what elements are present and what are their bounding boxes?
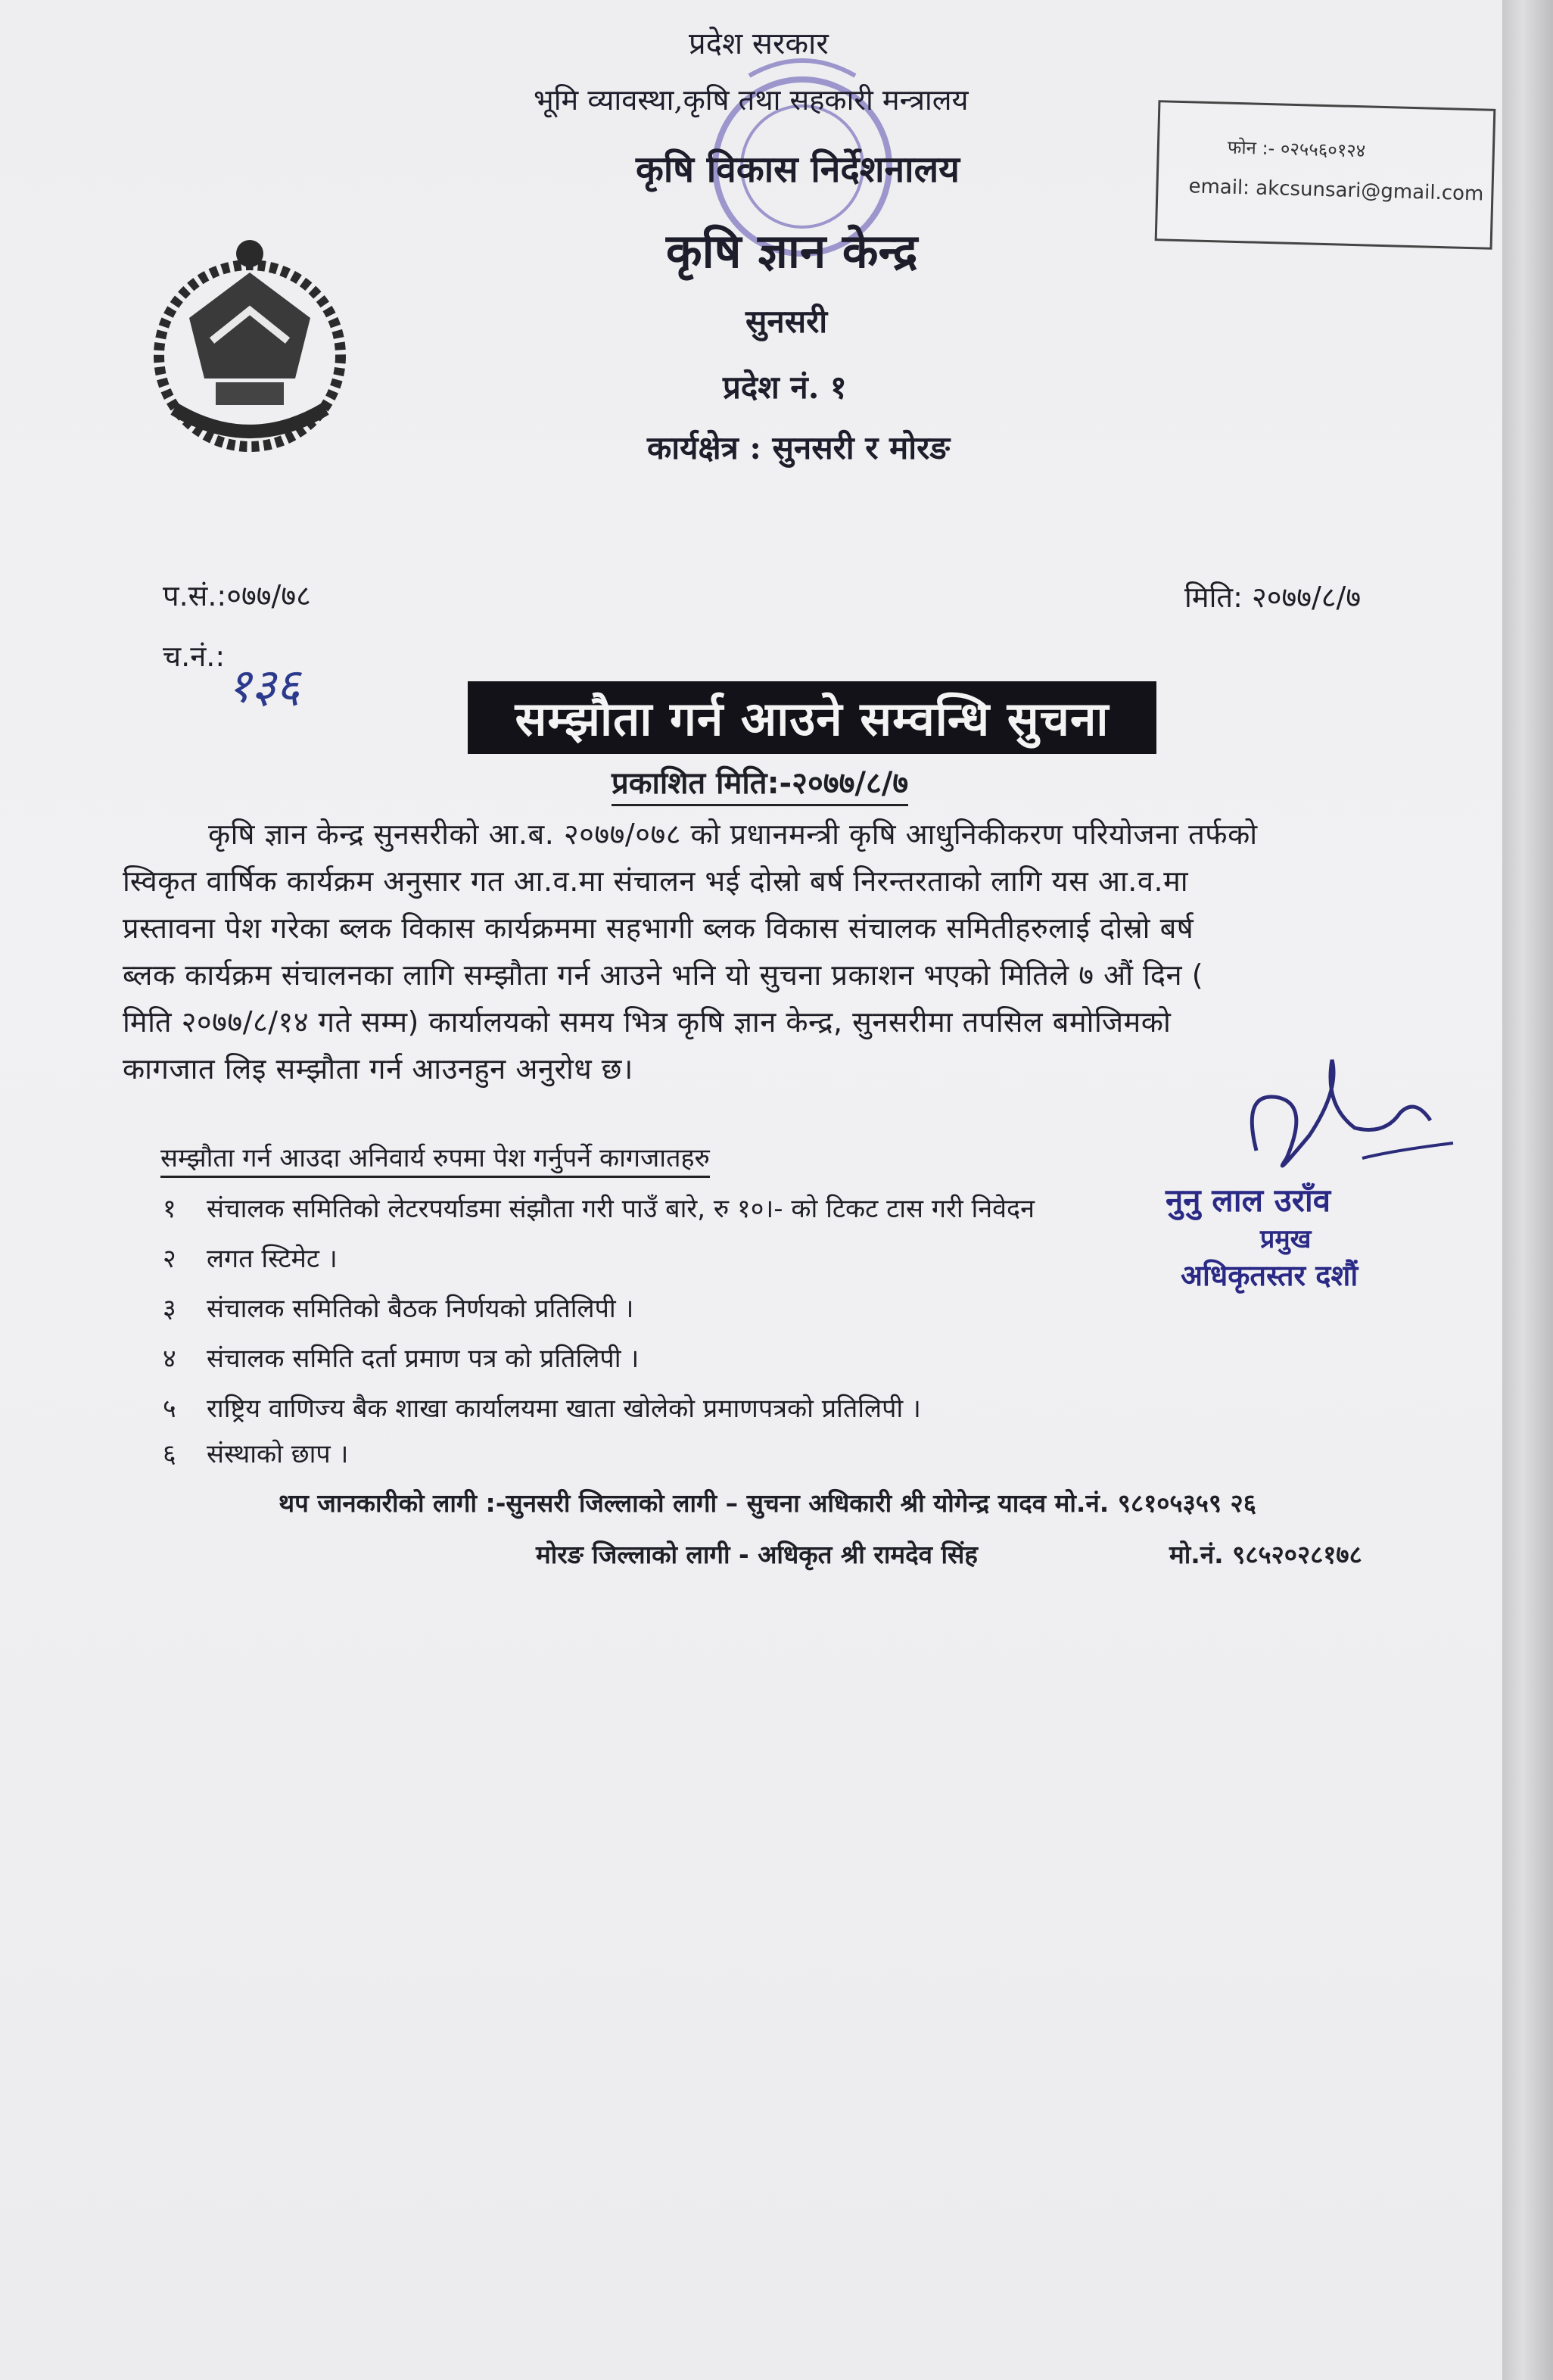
header-jurisdiction: कार्यक्षेत्र : सुनसरी र मोरङ bbox=[647, 429, 951, 466]
contact-info-morang-phone: मो.नं. ९८५२०२८१७८ bbox=[1169, 1540, 1362, 1569]
item-text: संचालक समितिको लेटरपर्याडमा संझौता गरी पाउँ बारे, रु १०।- को टिकट टास गरी निवेदन bbox=[207, 1194, 1035, 1224]
published-date: प्रकाशित मिति:-२०७७/८/७ bbox=[612, 761, 908, 806]
header-province: प्रदेश सरकार bbox=[689, 26, 829, 61]
item-text: लगत स्टिमेट । bbox=[207, 1244, 338, 1274]
list-item bbox=[163, 1390, 921, 1425]
contact-box bbox=[1155, 100, 1496, 250]
paragraph-line: कागजात लिइ सम्झौता गर्न आउनहुन अनुरोध छ। bbox=[123, 1052, 633, 1086]
contact-email: email: akcsunsari@gmail.com bbox=[1188, 175, 1484, 206]
item-number: ६ bbox=[163, 1439, 176, 1469]
header-directorate: कृषि विकास निर्देशनालय bbox=[636, 148, 960, 191]
signatory-name: नुनु लाल उराँव bbox=[1166, 1182, 1331, 1219]
header-ministry: भूमि व्यावस्था,कृषि तथा सहकारी मन्त्रालय bbox=[534, 83, 969, 117]
contact-phone: फोन :- ०२५५६०१२४ bbox=[1227, 136, 1366, 162]
item-text: राष्ट्रिय वाणिज्य बैक शाखा कार्यालयमा खाता खोलेको प्रमाणपत्रको प्रतिलिपी । bbox=[207, 1394, 921, 1424]
paragraph-line: ब्लक कार्यक्रम संचालनका लागि सम्झौता गर्न आउने भनि यो सुचना प्रकाशन भएको मितिले ७ औं दिन ( bbox=[123, 958, 1204, 992]
contact-info-sunsari: थप जानकारीको लागी :-सुनसरी जिल्लाको लागी – सुचना अधिकारी श्री योगेन्द्र यादव मो.नं. ९८१०५३५९ २६ bbox=[279, 1488, 1256, 1518]
list-item bbox=[163, 1340, 639, 1375]
item-number: ५ bbox=[163, 1394, 176, 1424]
header-province-no: प्रदेश नं. १ bbox=[723, 369, 847, 406]
paper-edge bbox=[1502, 0, 1553, 2380]
list-item bbox=[163, 1190, 1035, 1225]
nepal-emblem-icon bbox=[144, 227, 356, 462]
ref-number: प.सं.:०७७/७८ bbox=[163, 579, 311, 612]
header-office-name: कृषि ज्ञान केन्द्र bbox=[666, 223, 918, 279]
list-item bbox=[163, 1290, 633, 1325]
notice-date: मिति: २०७७/८/७ bbox=[1184, 581, 1362, 614]
item-text: संस्थाको छाप । bbox=[207, 1439, 349, 1469]
header-district: सुनसरी bbox=[745, 303, 828, 340]
item-text: संचालक समितिको बैठक निर्णयको प्रतिलिपी । bbox=[207, 1294, 634, 1324]
signatory-role: प्रमुख bbox=[1260, 1224, 1312, 1254]
list-item bbox=[163, 1240, 338, 1275]
paragraph-line: स्विकृत वार्षिक कार्यक्रम अनुसार गत आ.व.मा संचालन भई दोस्रो बर्ष निरन्तरताको लागि यस आ.व.मा bbox=[123, 864, 1189, 898]
item-number: २ bbox=[163, 1244, 176, 1274]
signatory-rank: अधिकृतस्तर दशौं bbox=[1181, 1259, 1358, 1292]
paragraph-line: कृषि ज्ञान केन्द्र सुनसरीको आ.ब. २०७७/०७८ को प्रधानमन्त्री कृषि आधुनिकीकरण परियोजना तर्फको bbox=[208, 818, 1258, 851]
contact-info-morang: मोरङ जिल्लाको लागी - अधिकृत श्री रामदेव सिंह bbox=[536, 1540, 978, 1569]
item-text: संचालक समिति दर्ता प्रमाण पत्र को प्रतिलिपी । bbox=[207, 1344, 640, 1374]
dispatch-label: च.नं.: bbox=[163, 640, 226, 673]
item-number: १ bbox=[163, 1194, 176, 1224]
paragraph-line: प्रस्तावना पेश गरेका ब्लक विकास कार्यक्रममा सहभागी ब्लक विकास संचालक समितीहरुलाई दोस्रो बर्ष bbox=[123, 911, 1194, 945]
paragraph-line: मिति २०७७/८/१४ गते सम्म) कार्यालयको समय भित्र कृषि ज्ञान केन्द्र, सुनसरीमा तपसिल बमोजिमको bbox=[123, 1005, 1172, 1039]
item-number: ३ bbox=[163, 1294, 176, 1324]
item-number: ४ bbox=[163, 1344, 176, 1374]
notice-title: सम्झौता गर्न आउने सम्वन्धि सुचना bbox=[468, 681, 1156, 754]
signature-icon bbox=[1226, 1045, 1483, 1196]
dispatch-number: १३६ bbox=[227, 658, 300, 713]
list-item bbox=[163, 1435, 348, 1470]
documents-heading: सम्झौता गर्न आउदा अनिवार्य रुपमा पेश गर्नुपर्ने कागजातहरु bbox=[160, 1139, 710, 1178]
